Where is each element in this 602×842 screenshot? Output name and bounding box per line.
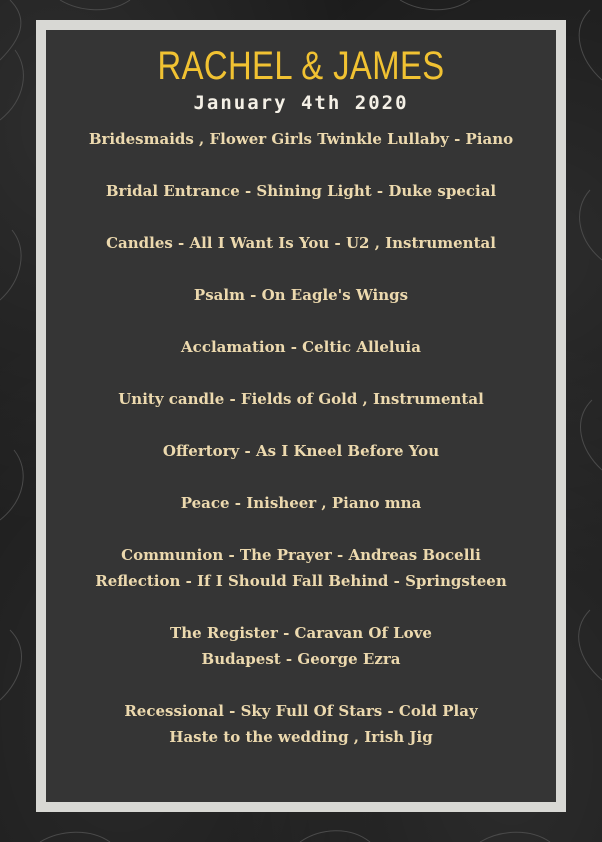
- program-item: [46, 438, 556, 464]
- program-item: [46, 126, 556, 152]
- card-panel: [46, 30, 556, 802]
- program-line: Peace - Inisheer , Piano mna: [180, 494, 422, 512]
- program-line: Unity candle - Fields of Gold , Instrumental: [118, 390, 484, 408]
- program-line: Communion - The Prayer - Andreas Bocelli: [121, 546, 481, 564]
- program-line: Candles - All I Want Is You - U2 , Instrumental: [106, 234, 496, 252]
- music-program-list: [46, 126, 556, 750]
- program-item: [46, 698, 556, 750]
- program-item: [46, 334, 556, 360]
- program-line: Bridal Entrance - Shining Light - Duke special: [105, 182, 497, 200]
- wedding-date: January 4th 2020: [193, 92, 409, 114]
- program-line: Recessional - Sky Full Of Stars - Cold Play: [124, 702, 478, 720]
- program-line: Reflection - If I Should Fall Behind - Springsteen: [95, 572, 507, 590]
- program-line: Offertory - As I Kneel Before You: [162, 442, 440, 460]
- program-line: Acclamation - Celtic Alleluia: [181, 338, 421, 356]
- program-line: Budapest - George Ezra: [201, 650, 401, 668]
- program-item: [46, 620, 556, 672]
- program-item: [46, 230, 556, 256]
- program-line: Psalm - On Eagle's Wings: [193, 286, 409, 304]
- program-line: Bridesmaids , Flower Girls Twinkle Lullaby - Piano: [88, 130, 514, 148]
- program-item: [46, 542, 556, 594]
- program-item: [46, 282, 556, 308]
- program-item: [46, 178, 556, 204]
- program-item: [46, 490, 556, 516]
- couple-names-title: RACHEL & JAMES: [157, 44, 445, 88]
- program-item: [46, 386, 556, 412]
- program-line: The Register - Caravan Of Love: [170, 624, 432, 642]
- program-line: Haste to the wedding , Irish Jig: [169, 728, 433, 746]
